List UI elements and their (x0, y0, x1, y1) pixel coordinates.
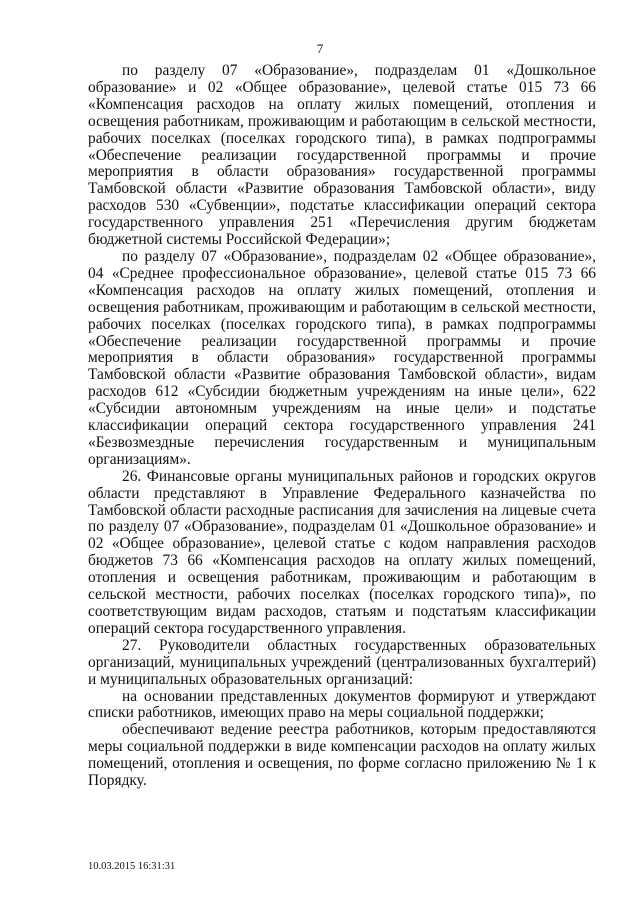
document-body (88, 63, 596, 790)
paragraph-item-26: 26. Финансовые органы муниципальных районов и городских округов области представляют в Управление Федерального казначейства по Тамбовской области расходные расписания для зачисления на лицевые счета по разделу 07 «Образование», подразделам 01 «Дошкольное образование» и 02 «Общее образование», целевой статье с кодом направления расходов бюджетов 73 66 «Компенсация расходов на оплату жилых помещений, отопления и освещения работникам, проживающим и работающим в сельской местности, рабочих поселках (поселках городского типа)», по соответствующим видам расходов, статьям и подстатьям классификации операций сектора государственного управления. (88, 467, 596, 637)
paragraph-section-07-subsections-02-04: по разделу 07 «Образование», подразделам 02 «Общее образование», 04 «Среднее профессиональное образование», целевой статье 015 73 66 «Компенсация расходов на оплату жилых помещений, отопления и освещения работникам, проживающим и работающим в сельской местности, рабочих поселках (поселках городского типа), в рамках подпрограммы «Обеспечение реализации государственной программы и прочие мероприятия в области образования» государственной программы Тамбовской области «Развитие образования Тамбовской области», видам расходов 612 «Субсидии бюджетным учреждениям на иные цели», 622 «Субсидии автономным учреждениям на иные цели» и подстатье классификации операций сектора государственного управления 241 «Безвозмездные перечисления государственным и муниципальным организациям». (88, 247, 596, 468)
paragraph-item-27: 27. Руководители областных государственных образовательных организаций, муниципальных учреждений (централизованных бухгалтерий) и муниципальных образовательных организаций: (88, 636, 596, 688)
paragraph-item-27-registry: обеспечивают ведение реестра работников, которым предоставляются меры социальной поддержки в виде компенсации расходов на оплату жилых помещений, отопления и освещения, по форме согласно приложению № 1 к Порядку. (88, 721, 596, 790)
paragraph-section-07-subsections-01-02: по разделу 07 «Образование», подразделам 01 «Дошкольное образование» и 02 «Общее образование», целевой статье 015 73 66 «Компенсация расходов на оплату жилых помещений, отопления и освещения работникам, проживающим и работающим в сельской местности, рабочих поселках (поселках городского типа), в рамках подпрограммы «Обеспечение реализации государственной программы и прочие мероприятия в области образования» государственной программы Тамбовской области «Развитие образования Тамбовской области», виду расходов 530 «Субвенции», подстатье классификации операций сектора государственного управления 251 «Перечисления другим бюджетам бюджетной системы Российской Федерации»; (88, 62, 596, 249)
paragraph-item-27-lists: на основании представленных документов формируют и утверждают списки работников, имеющих право на меры социальной поддержки; (88, 687, 596, 722)
page-number: 7 (316, 41, 324, 56)
print-timestamp: 10.03.2015 16:31:31 (88, 861, 176, 872)
